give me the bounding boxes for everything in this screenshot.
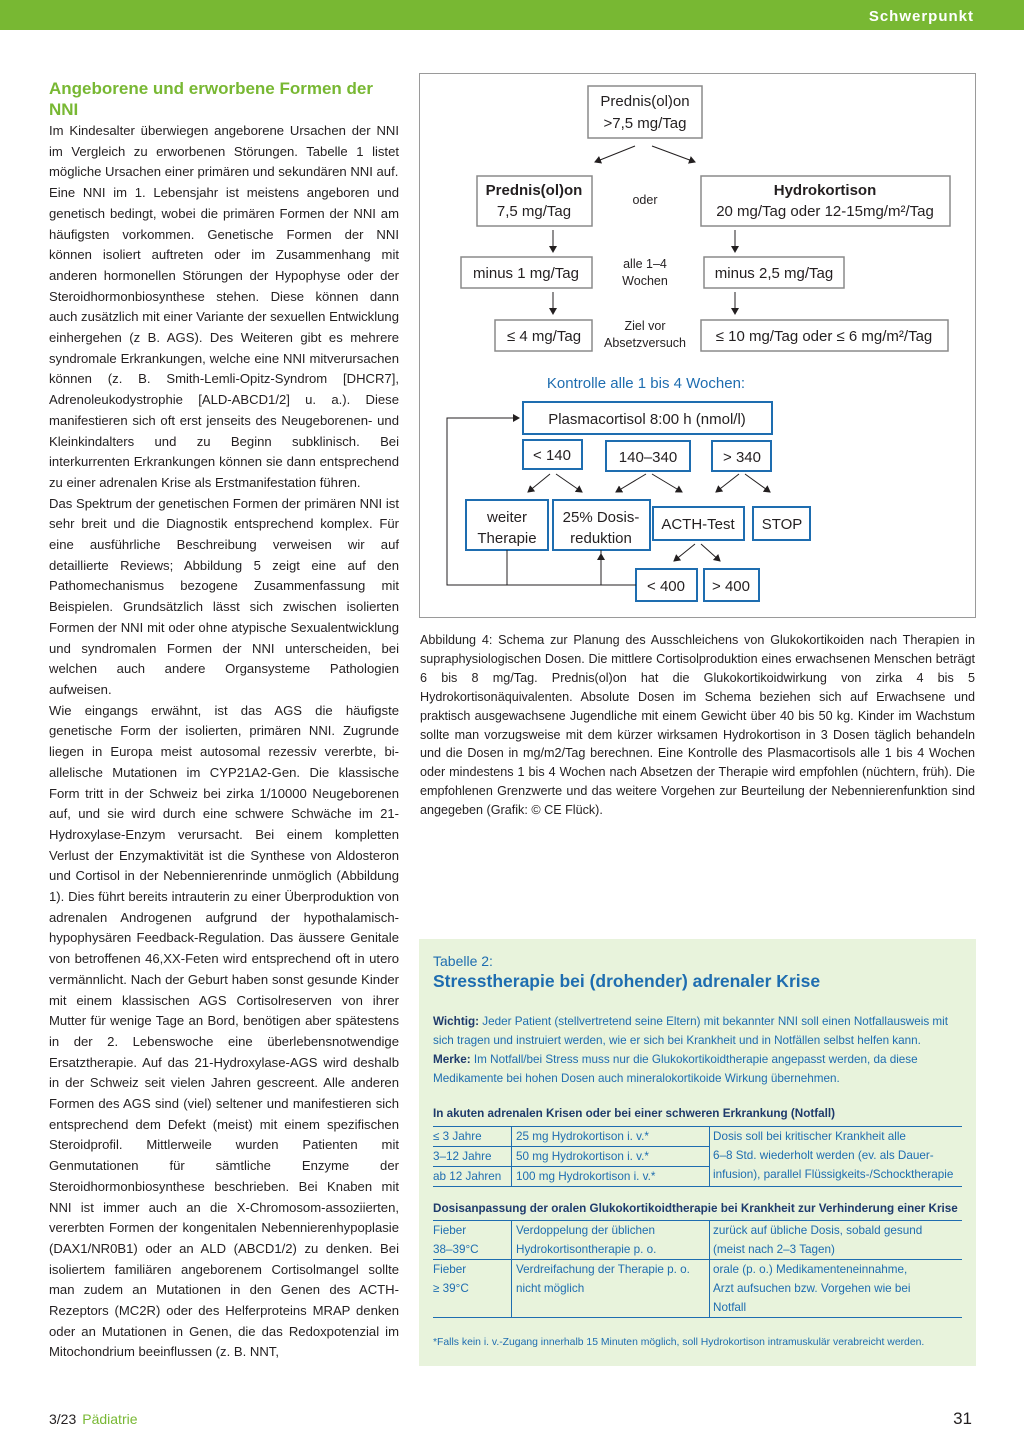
section-dosisanpassung-heading: Dosisanpassung der oralen Glukokortikoidtherapie bei Krankheit zur Verhinderung einer Krise — [433, 1202, 958, 1215]
arrow — [745, 474, 770, 492]
wichtig-text: Jeder Patient (stellvertretend seine Eltern) mit bekannter NNI soll einen Notfallausweis mit sich tragen und instruiert werden, wie er sich bei Krankheit und in Notfällen selbst helfen kann. — [433, 1015, 949, 1047]
paragraph: Eine NNI im 1. Lebensjahr ist meistens angeboren und genetisch bedingt, wobei die primären Formen der NNI am häufigsten vorkommen. Genetische Formen der NNI können isoliert auftreten oder im Zusammenhang mit anderen hormonellen Störungen der Hypophyse oder der Steroidhormonbiosynthese stehen. Diese können dann auch zusätzlich mit einer Variante der sexuellen Entwicklung einhergehen (z B. AGS). Des Weiteren gibt es mehrere syndromale Erkrankungen, welche eine NNI mitverursachen können (z. B. Smith-Lemli-Opitz-Syndrom [DHCR7], Adrenoleukodystrophie [ALD-ABCD1/2] u. a.). Diese manifestieren sich oft erst jenseits des Neugeborenen- und Kleinkindalters und zu Beginn subklinisch. Bei interkurrenten Erkrankungen können sie dann entsprechend zu einer adrenalen Krise als Erstmanifestation führen. — [49, 185, 399, 490]
gt400-label: > 400 — [712, 578, 750, 595]
table-stresstherapie — [419, 939, 976, 1366]
weiter-line1: weiter — [486, 509, 528, 526]
cell-line: Arzt aufsuchen bzw. Vorgehen wie bei — [713, 1282, 911, 1295]
section-label: Schwerpunkt — [868, 8, 974, 25]
prednisolon-dose: 7,5 mg/Tag — [496, 203, 572, 220]
note-line: 6–8 Std. wiederholt werden (ev. als Dauer- — [713, 1149, 934, 1162]
target-right-label: ≤ 10 mg/Tag oder ≤ 6 mg/m²/Tag — [715, 328, 933, 345]
note-cell — [709, 1127, 962, 1186]
footer-issue — [49, 1411, 138, 1427]
gt340-label: > 340 — [723, 449, 761, 466]
oder-label: oder — [632, 193, 658, 207]
hydrokortison-title: Hydrokortison — [773, 182, 877, 199]
page-number: 31 — [953, 1409, 972, 1428]
action-cell — [511, 1221, 709, 1259]
article-heading: Angeborene und erworbene Formen der NNI — [49, 79, 373, 119]
control-heading: Kontrolle alle 1 bis 4 Wochen: — [546, 375, 746, 392]
weiter-line2: Therapie — [477, 530, 537, 547]
arrow — [701, 544, 720, 561]
cell-line: nicht möglich — [516, 1282, 585, 1295]
arrow — [528, 474, 550, 492]
cell-line: 38–39°C — [433, 1243, 479, 1256]
action-cell — [511, 1260, 709, 1317]
article-column — [49, 78, 399, 1363]
wichtig-label: Wichtig: — [433, 1015, 479, 1028]
notfall-table — [433, 1126, 962, 1187]
cell-line: orale (p. o.) Medikamenteneinnahme, — [713, 1263, 908, 1276]
arrow — [674, 544, 695, 561]
cell-line: (meist nach 2–3 Tagen) — [713, 1243, 835, 1256]
dose-cell: 100 mg Hydrokortison i. v.* — [511, 1167, 709, 1186]
table-row — [433, 1127, 709, 1146]
cell-line: Verdreifachung der Therapie p. o. — [516, 1263, 690, 1276]
table-title: Stresstherapie bei (drohender) adrenaler Krise — [433, 971, 821, 991]
age-cell: ≤ 3 Jahre — [433, 1130, 482, 1143]
note-line: infusion), parallel Flüssigkeits-/Schocktherapie — [713, 1168, 954, 1181]
arrow — [652, 474, 682, 492]
merke-label: Merke: — [433, 1053, 471, 1066]
paragraph: Im Kindesalter überwiegen angeborene Ursachen der NNI im Vergleich zu erworbenen Störungen. Tabelle 1 listet mögliche Ursachen einer primären und sekundären NNI auf. — [49, 123, 399, 180]
paragraph: Wie eingangs erwähnt, ist das AGS die häufigste genetische Form der isolierten, primären NNI. Zugrunde liegen in Europa meist autosomal rezessiv vererbte, bi-allelische Mutationen im CYP21A2-Gen. Die klassische Form tritt in der Schweiz bei zirka 1/10000 Neugeborenen auf, und sie wird durch eine schwere Schwäche im 21-Hydroxylase-Enzym verursacht. Bei einem kompletten Verlust der Enzymaktivität ist die Synthese von Aldosteron und Cortisol in der Nebennierenrinde unmöglich (Abbildung 1). Dies führt bereits intrauterin zu einer Überproduktion von adrenalen Androgenen aufgrund der hypothalamisch-hypophysären Feedback-Regulation. Das äussere Genitale von betroffenen 46,XX-Feten wird entsprechend oft in utero vermännlicht. Nach der Geburt haben sonst gesunde Kinder mit einem klassischen AGS Cortisolreserven von ihrer Mutter für wenige Tage an Bord, benötigen aber spätestens in der 2. Lebenswoche eine überlebensnotwendige Ersatztherapie. Auf das 21-Hydroxylase-AGS wird deshalb in der Schweiz seit vielen Jahren gescreent. Alle anderen Formen des AGS sind (viel) seltener und manifestieren sich entsprechend dem Defekt (meist) mit einem spezifischen Steroidprofil. Mittlerweile wurden Patienten mit Genmutationen für sämtliche Enzyme der Steroidhormonbiosynthese beschrieben. Bei Knaben mit NNI ist immer auch an die X-Chromosom-assoziierten, vererbten Formen der kongenitalen Nebennierenhypoplasie (DAX1/NR0B1) oder an ALD (ABCD1/2) zu denken. Bei isoliertem familiären angeborenem Cortisolmangel sollte man zudem an Mutationen in den Genen des ACTH-Rezeptors (MC2R) oder des Helferproteins MRAP denken oder an Mutationen in Genen, die das Redoxpotenzial im Mitochondrium beeinflussen (z. B. NNT, — [49, 702, 399, 1360]
cell-line: Verdoppelung der üblichen — [516, 1224, 656, 1237]
arrow — [716, 474, 739, 492]
plasma-label: Plasmacortisol 8:00 h (nmol/l) — [548, 411, 746, 428]
condition-cell — [433, 1260, 511, 1317]
note-cell — [709, 1260, 962, 1317]
stop-label: STOP — [761, 516, 803, 533]
target-left-label: ≤ 4 mg/Tag — [506, 328, 582, 345]
flowchart-diagram — [420, 74, 977, 619]
acth-label: ACTH-Test — [661, 516, 735, 533]
minus25-label: minus 2,5 mg/Tag — [714, 265, 834, 282]
section-header-bar — [0, 0, 1024, 30]
cell-line: Fieber — [433, 1263, 467, 1276]
cell-line: Hydrokortisontherapie p. o. — [516, 1243, 657, 1256]
mid-label: 140–340 — [618, 449, 678, 466]
age-cell: 3–12 Jahre — [433, 1150, 492, 1163]
cell-line: zurück auf übliche Dosis, sobald gesund — [713, 1224, 923, 1237]
table-row — [433, 1259, 962, 1317]
reduktion-line2: reduktion — [570, 530, 632, 547]
section-notfall-heading: In akuten adrenalen Krisen oder bei einer schweren Erkrankung (Notfall) — [433, 1107, 836, 1120]
cell-line: Notfall — [713, 1301, 747, 1314]
table-footnote: *Falls kein i. v.-Zugang innerhalb 15 Minuten möglich, soll Hydrokortison intramuskulär verabreicht werden. — [433, 1337, 925, 1348]
interval-line2: Wochen — [622, 274, 668, 288]
magazine-name: Pädiatrie — [82, 1411, 138, 1427]
arrow — [652, 146, 695, 162]
paragraph: Das Spektrum der genetischen Formen der primären NNI ist sehr breit und die Diagnostik entsprechend komplex. Für eine ausführliche Beschreibung verweisen wir auf detaillierte Reviews; Abbildung 5 zeigt eine auf den Pathomechanismus bezogene Zusammenfassung mit Beispielen. Grundsätzlich lässt sich zwischen isolierten Formen der NNI mit oder ohne atypische Sexualentwicklung und syndromalen Formen der NNI unterscheiden, bei welchen auch andere Organsysteme Pathologien aufweisen. — [49, 495, 399, 697]
lt140-label: < 140 — [533, 447, 571, 464]
arrow — [595, 146, 635, 162]
age-cell: ab 12 Jahren — [433, 1170, 502, 1183]
table-row — [433, 1166, 709, 1186]
table-intro — [433, 1012, 963, 1088]
lt400-label: < 400 — [647, 578, 685, 595]
table-row — [433, 1146, 709, 1166]
dosisanpassung-table — [433, 1220, 962, 1318]
reduktion-line1: 25% Dosis- — [562, 509, 640, 526]
merke-text: Im Notfall/bei Stress muss nur die Glukokortikoidtherapie angepasst werden, da diese Medikamente bei hohen Dosen auch mineralokortikoide Wirkung übernehmen. — [433, 1053, 918, 1085]
cell-line: Fieber — [433, 1224, 467, 1237]
arrow — [616, 474, 646, 492]
note-line: Dosis soll bei kritischer Krankheit alle — [713, 1130, 906, 1143]
interval-line1: alle 1–4 — [623, 257, 667, 271]
dose-cell: 25 mg Hydrokortison i. v.* — [511, 1127, 709, 1146]
condition-cell — [433, 1221, 511, 1259]
minus1-label: minus 1 mg/Tag — [473, 265, 579, 282]
note-cell — [709, 1221, 962, 1259]
table-label: Tabelle 2: — [433, 953, 493, 969]
start-box-line2: >7,5 mg/Tag — [603, 115, 687, 132]
start-box-line1: Prednis(ol)on — [600, 93, 690, 110]
figure-caption: Abbildung 4: Schema zur Planung des Ausschleichens von Glukokortikoiden nach Therapien in supraphysiologischen Dosen. Die mittlere Cortisolproduktion eines erwachsenen Menschen beträgt 6 bis 8 mg/Tag. Prednis(ol)on hat die Glukokortikoidwirkung von zirka 4 bis 5 Hydrokortisonäquivalenten. Absolute Dosen im Schema beziehen sich auf Erwachsene und praktisch ausgewachsene Jugendliche mit einem Gewicht über 40 bis 50 kg. Kinder im Wachstum sollte man vorzugsweise mit dem kürzer wirksamen Hydrokortison in 3 Dosen täglich behandeln und die Dosen in mg/m2/Tag berechnen. Eine Kontrolle des Plasmacortisols alle 1 bis 4 Wochen oder mindestens 1 bis 4 Wochen nach Absetzen der Therapie wird empfohlen (nüchtern, früh). Die empfohlenen Grenzwerte und das weitere Vorgehen zur Beurteilung der Nebennierenfunktion sind angegeben (Grafik: © CE Flück). — [420, 633, 975, 818]
cell-line: ≥ 39°C — [433, 1282, 469, 1295]
prednisolon-title: Prednis(ol)on — [485, 182, 583, 199]
goal-line2: Absetzversuch — [604, 336, 686, 350]
table-row — [433, 1221, 962, 1259]
hydrokortison-dose: 20 mg/Tag oder 12-15mg/m²/Tag — [716, 203, 934, 220]
goal-line1: Ziel vor — [624, 319, 666, 333]
dose-cell: 50 mg Hydrokortison i. v.* — [511, 1147, 709, 1166]
arrow — [556, 474, 582, 492]
issue-number: 3/23 — [49, 1411, 77, 1427]
feedback-arrow — [601, 554, 636, 585]
figure-flowchart — [419, 73, 976, 618]
